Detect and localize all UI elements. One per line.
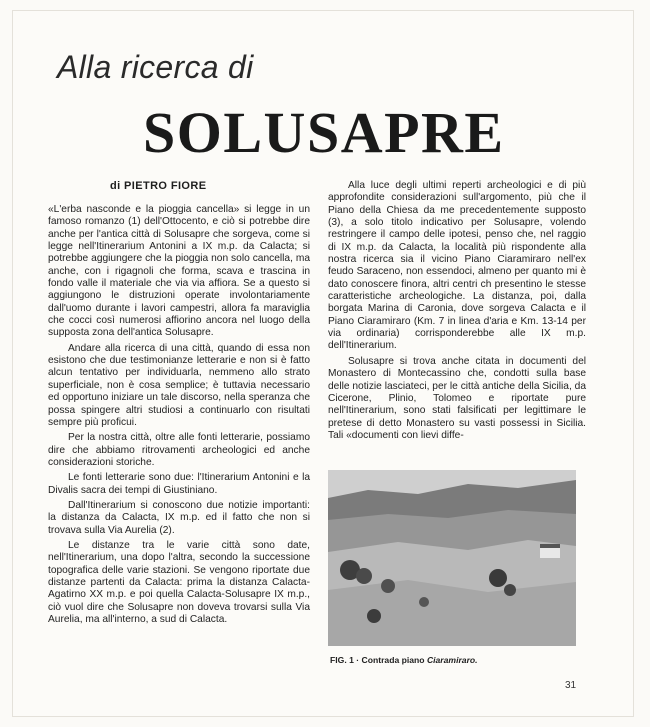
- byline: di PIETRO FIORE: [110, 180, 207, 192]
- paragraph: Le distanze tra le varie città sono date, nell'Itinerarium, una dopo l'altra, secondo la successione topografica delle varie stazioni. Se vengono riportate due distanze partenti da Calacta: prima la distanza Calacta-Agatirno XX m.p. e poi quella Calacta-Solusapre IX m.p., ciò vuol dire che Solusapre non doveva trovarsi sulla Via Aurelia, ma all'interno, a sud di Calacta.: [48, 539, 310, 625]
- article-kicker: Alla ricerca di: [57, 49, 254, 85]
- right-column: [328, 180, 586, 445]
- page-number: 31: [565, 680, 577, 691]
- paragraph: Alla luce degli ultimi reperti archeologici e di più approfondite considerazioni sull'argomento, più che il Piano della Chiesa da me precedentemente supposto (3), a solo titolo indicativo per Solusapre, volendo restringere il campo delle ipotesi, penso che, nel raggio di IX m.p. da Calacta, la località più rispondente alla nostra ricerca sia il vicino Piano Ciaramiraro nell'ex feudo Saraceno, non essendoci, almeno per quanto mi è dato conoscere finora, altri centri ch presentino le stesse caratteristiche archeologiche. La distanza, poi, dalla borgata Marina di Caronia, dove sorgeva Calacta e il Piano Ciaramiraro (Km. 7 in linea d'aria e Km. 13-14 per via ordinaria) corrisponderebbe alle IX m.p. dell'Itinerarium.: [328, 180, 586, 352]
- landscape-illustration: [328, 470, 576, 646]
- paragraph: Dall'Itinerarium si conoscono due notizie importanti: la distanza da Calacta, IX m.p. ed il fatto che non si trovava sulla Via Aurelia (2).: [48, 499, 310, 536]
- left-column: [48, 204, 310, 629]
- paragraph: Solusapre si trova anche citata in documenti del Monastero di Montecassino che, condotti sulla base delle notizie lasciateci, per le città antiche della Sicilia, da Cicerone, Plinio, Tolomeo e riportate pure nell'Itinerarium, sono stati falsificati per legittimare le pretese di detto Monastero su vasti possessi in Sicilia. Tali «documenti con lievi diffe-: [328, 355, 586, 441]
- landscape-photo: [328, 470, 576, 646]
- paragraph: Le fonti letterarie sono due: l'Itinerarium Antonini e la Divalis sacra dei tempi di Giustiniano.: [48, 472, 310, 496]
- caption-prefix: FIG. 1 · Contrada piano: [330, 655, 427, 665]
- paragraph: Per la nostra città, oltre alle fonti letterarie, possiamo dire che abbiamo ritrovamenti archeologici ed anche considerazioni storiche.: [48, 432, 310, 468]
- figure-caption: [330, 655, 478, 665]
- paragraph: Andare alla ricerca di una città, quando di essa non esistono che due testimonianze letterarie e non si è fatto alcun tentativo per individuarla, nemmeno allo strato superficiale, non è cosa semplice; è tuttavia necessario ed opportuno iniziare un tale discorso, nella speranza che possa spingere altri studiosi a continuarlo con risultati sempre più proficui.: [48, 342, 310, 428]
- caption-italic: Ciaramiraro.: [426, 655, 478, 665]
- article-title: SOLUSAPRE: [143, 100, 505, 165]
- paragraph: «L'erba nasconde e la pioggia cancella» si legge in un famoso romanzo (1) dell'Ottocento, e ciò si potrebbe dire anche per l'antica città di Solusapre che sorgeva, come si legge nell'Itinerarium Antonini a IX m.p. da Calacta; si potrebbe aggiungere che la pioggia non solo cancella, ma anche, con i rigagnoli che forma, scava e trascina in fondo valle il materiale che via via affiora. Se a questo si aggiungono le distruzioni operate involontariamente dall'uomo durante i lavori campestri, allora fa maraviglia che cocci così numerosi affiorino ancora nel luogo della supposta zona dell'antica Solusapre.: [48, 204, 310, 339]
